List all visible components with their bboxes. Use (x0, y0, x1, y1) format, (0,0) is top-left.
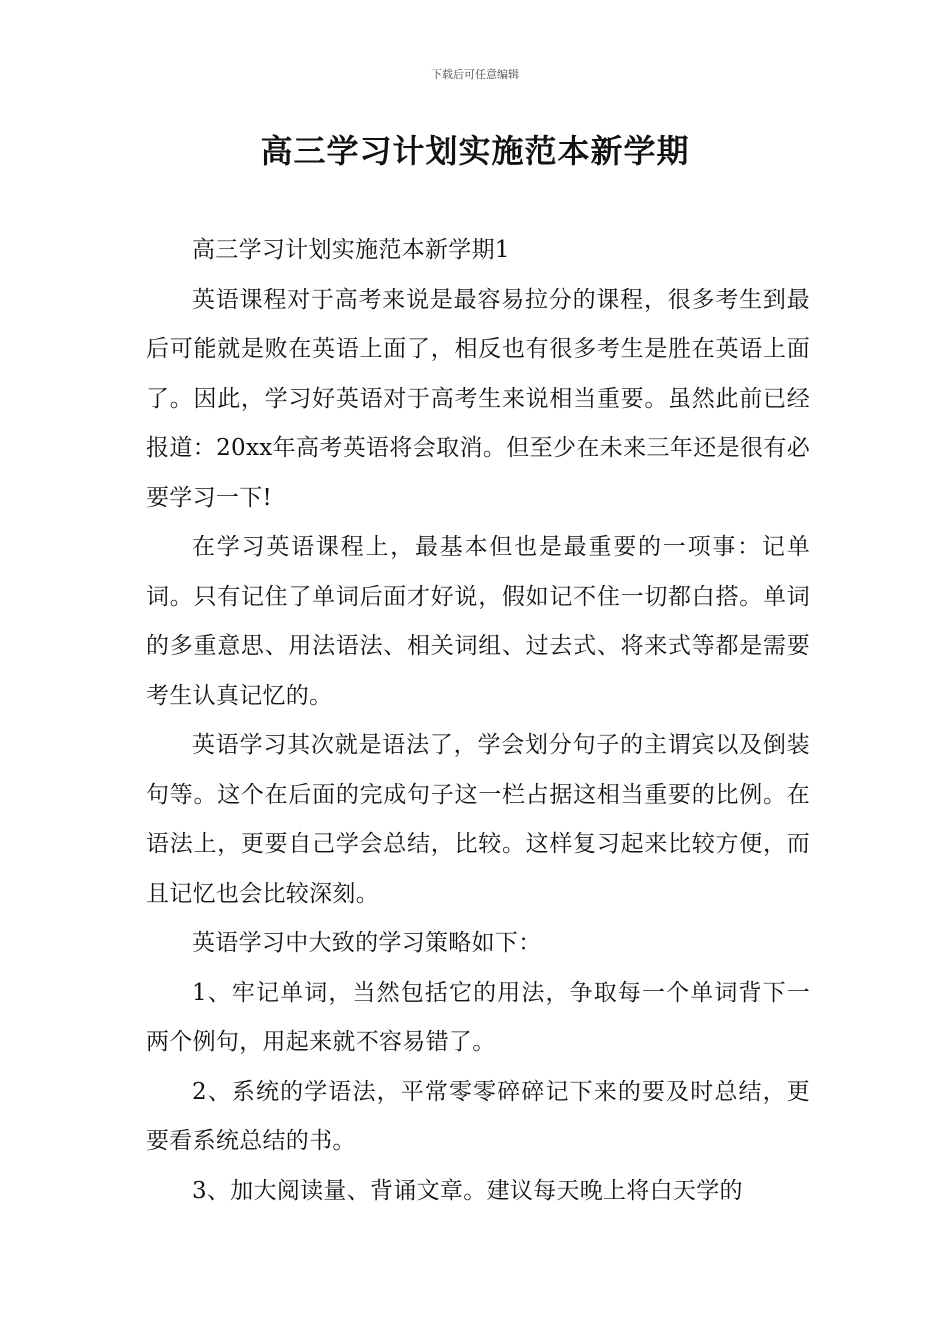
header-note: 下载后可任意编辑 (431, 68, 519, 81)
list-item: 3、加大阅读量、背诵文章。建议每天晚上将白天学的 (192, 1177, 743, 1204)
document-body (146, 226, 810, 1216)
paragraph-subtitle: 高三学习计划实施范本新学期1 (192, 237, 510, 263)
paragraph: 在学习英语课程上，最基本但也是最重要的一项事：记单词。只有记住了单词后面才好说，假如记不住一切都白搭。单词的多重意思、用法语法、相关词组、过去式、将来式等都是需要考生认真记忆的。 (146, 534, 810, 709)
list-item: 2、系统的学语法，平常零零碎碎记下来的要及时总结，更要看系统总结的书。 (146, 1078, 810, 1154)
paragraph: 英语学习其次就是语法了，学会划分句子的主谓宾以及倒装句等。这个在后面的完成句子这一栏占据这相当重要的比例。在语法上，更要自己学会总结，比较。这样复习起来比较方便，而且记忆也会比较深刻。 (146, 732, 810, 907)
paragraph: 英语学习中大致的学习策略如下： (192, 930, 542, 956)
list-item: 1、牢记单词，当然包括它的用法，争取每一个单词背下一两个例句，用起来就不容易错了。 (146, 979, 810, 1055)
paragraph: 英语课程对于高考来说是最容易拉分的课程，很多考生到最后可能就是败在英语上面了，相反也有很多考生是胜在英语上面了。因此，学习好英语对于高考生来说相当重要。虽然此前已经报道：20xx年高考英语将会取消。但至少在未来三年还是很有必要学习一下! (146, 286, 810, 511)
document-title: 高三学习计划实施范本新学期 (260, 132, 690, 170)
